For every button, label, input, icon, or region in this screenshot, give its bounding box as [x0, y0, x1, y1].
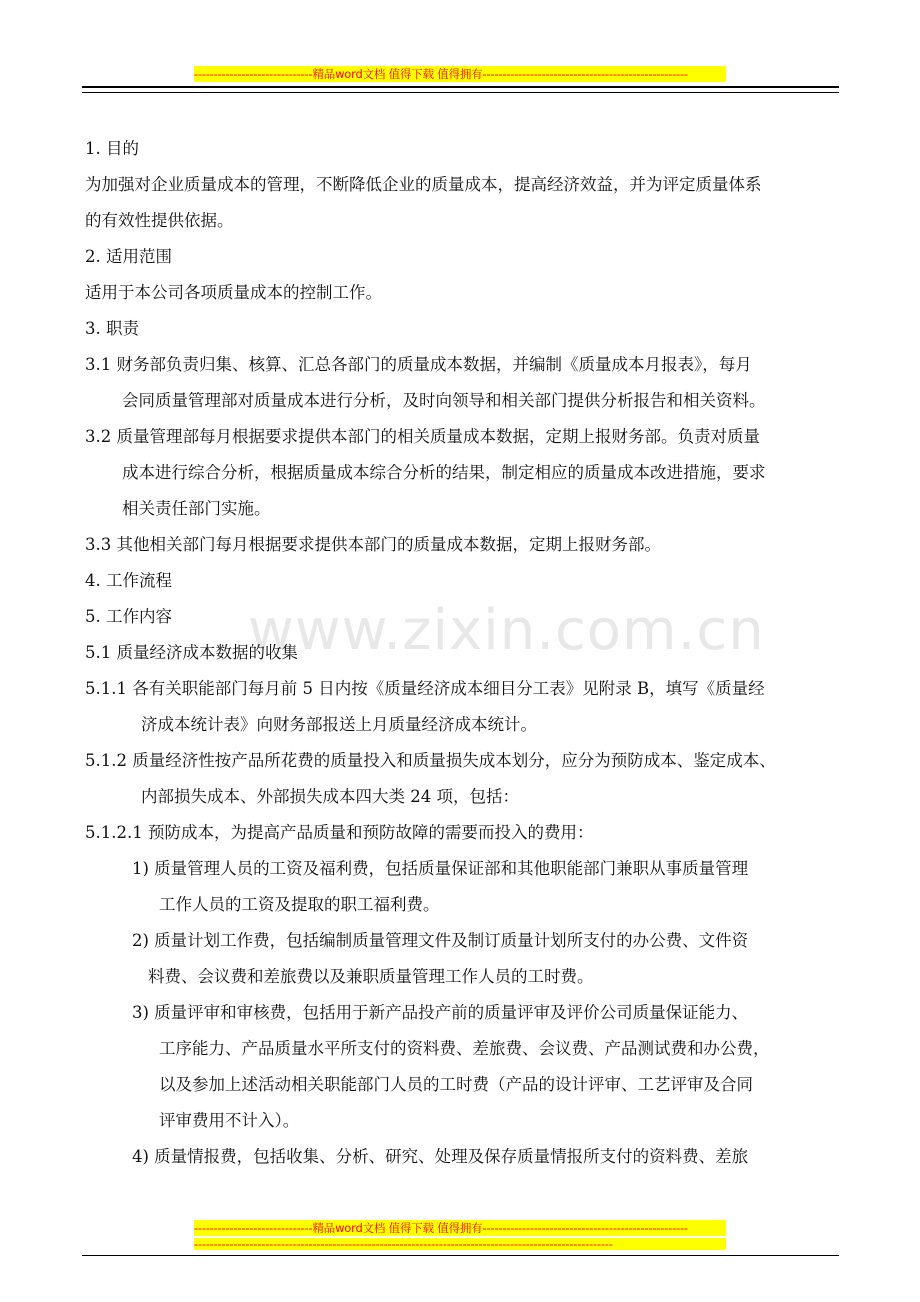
header-banner-text: 精品word文档 值得下载 值得拥有 — [312, 67, 483, 81]
text-line: 1. 目的 — [85, 139, 139, 158]
text-line: 4. 工作流程 — [85, 571, 172, 590]
text-line: 3.2 质量管理部每月根据要求提供本部门的相关质量成本数据，定期上报财务部。负责对质量 — [85, 427, 760, 446]
header-banner-left-dashes: ------------------------------ — [194, 67, 313, 81]
header-banner-right-dashes: ---------------------------------------------------- — [482, 67, 688, 81]
text-line: 会同质量管理部对质量成本进行分析，及时向领导和相关部门提供分析报告和相关资料。 — [122, 391, 766, 410]
text-line: 2) 质量计划工作费，包括编制质量管理文件及制订质量计划所支付的办公费、文件资 — [132, 931, 749, 950]
footer-banner — [194, 1220, 726, 1236]
footer-banner-right-dashes: ---------------------------------------------------- — [482, 1221, 688, 1235]
text-line: 2. 适用范围 — [85, 247, 172, 266]
text-line: 3.1 财务部负责归集、核算、汇总各部门的质量成本数据，并编制《质量成本月报表》，每月 — [85, 355, 752, 374]
header-rule-thin — [82, 92, 839, 93]
text-line: 料费、会议费和差旅费以及兼职质量管理工作人员的工时费。 — [148, 967, 594, 986]
text-line: 5.1.1 各有关职能部门每月前 5 日内按《质量经济成本细目分工表》见附录 B，填写《质量经 — [85, 679, 765, 698]
document-body — [85, 131, 845, 1175]
text-line: 以及参加上述活动相关职能部门人员的工时费（产品的设计评审、工艺评审及合同 — [159, 1075, 753, 1094]
text-line: 工作人员的工资及提取的职工福利费。 — [159, 895, 440, 914]
text-line: 相关责任部门实施。 — [122, 499, 271, 518]
text-line: 1) 质量管理人员的工资及福利费，包括质量保证部和其他职能部门兼职从事质量管理 — [132, 859, 749, 878]
text-line: 济成本统计表》向财务部报送上月质量经济成本统计。 — [141, 715, 537, 734]
text-line: 3.3 其他相关部门每月根据要求提供本部门的质量成本数据，定期上报财务部。 — [85, 535, 661, 554]
header-rule-thick — [82, 86, 839, 88]
footer-rule — [82, 1255, 839, 1256]
text-line: 的有效性提供依据。 — [85, 211, 234, 230]
text-line: 4) 质量情报费，包括收集、分析、研究、处理及保存质量情报所支付的资料费、差旅 — [132, 1147, 749, 1166]
text-line: 5.1.2.1 预防成本，为提高产品质量和预防故障的需要而投入的费用： — [85, 823, 594, 842]
text-line: 内部损失成本、外部损失成本四大类 24 项，包括： — [141, 787, 519, 806]
watermark: www.zixin.com.cn — [248, 598, 765, 663]
text-line: 评审费用不计入）。 — [159, 1111, 300, 1130]
text-line: 3) 质量评审和审核费，包括用于新产品投产前的质量评审及评价公司质量保证能力、 — [132, 1003, 749, 1022]
footer-banner-text: 精品word文档 值得下载 值得拥有 — [312, 1221, 483, 1235]
text-line: 工序能力、产品质量水平所支付的资料费、差旅费、会议费、产品测试费和办公费， — [159, 1039, 770, 1058]
text-line: 5. 工作内容 — [85, 607, 172, 626]
text-line: 成本进行综合分析，根据质量成本综合分析的结果，制定相应的质量成本改进措施，要求 — [122, 463, 766, 482]
footer-banner-dashes: ---------------------------------------------------------------------------------------------------------- — [194, 1238, 726, 1250]
footer-banner-left-dashes: ------------------------------ — [194, 1221, 313, 1235]
text-line: 5.1 质量经济成本数据的收集 — [85, 643, 298, 662]
text-line: 3. 职责 — [85, 319, 139, 338]
text-line: 适用于本公司各项质量成本的控制工作。 — [85, 283, 382, 302]
header-banner — [194, 66, 726, 82]
text-line: 5.1.2 质量经济性按产品所花费的质量投入和质量损失成本划分，应分为预防成本、鉴定成本、 — [85, 751, 776, 770]
text-line: 为加强对企业质量成本的管理，不断降低企业的质量成本，提高经济效益，并为评定质量体系 — [85, 175, 762, 194]
